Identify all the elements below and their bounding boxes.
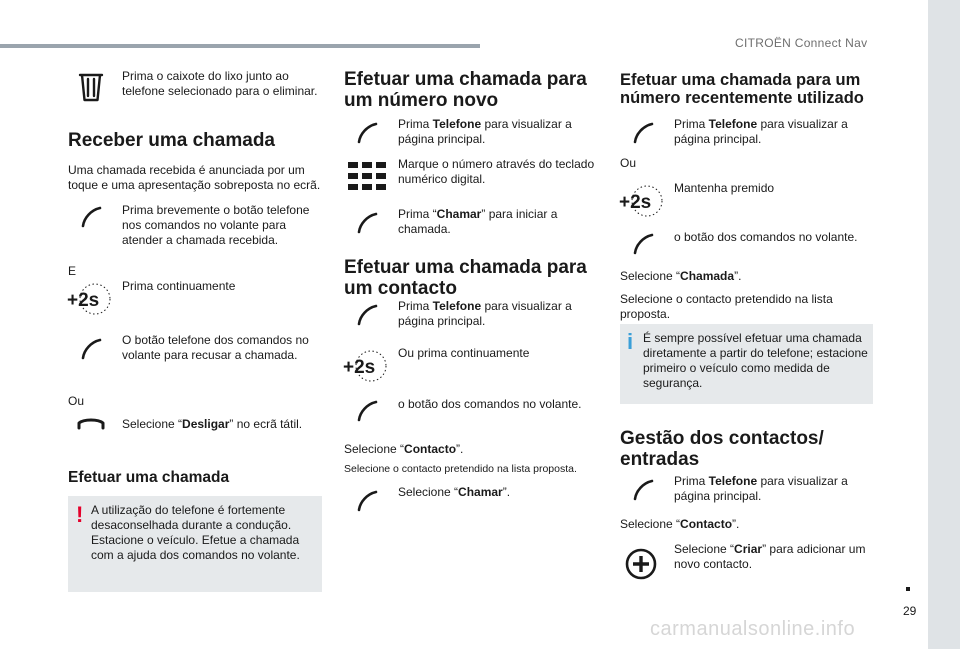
plus-circle-icon [625,548,657,580]
chamada-label: Chamada [680,269,735,283]
select-contacto-text-3: Selecione “Contacto”. [620,517,740,531]
phone-icon [355,399,379,423]
telefone-label: Telefone [432,117,482,131]
press-telefone-text-3: Prima Telefone para visualizar a página principal. [674,117,848,146]
info-text: É sempre possível efetuar uma chamada diretamente a partir do telefone; estacione primeiro o veículo como medida de segurança. [643,331,868,390]
svg-text:+2s: +2s [619,192,652,213]
hold-text: Mantenha premido [674,181,775,195]
svg-text:+2s: +2s [343,357,376,378]
reject-call-text: O botão telefone dos comandos no volante para recusar a chamada. [122,333,309,362]
contacto-label: Contacto [404,442,457,456]
telefone-label: Telefone [708,474,758,488]
phone-icon [355,121,379,145]
phone-icon [355,489,379,513]
press-telefone-text-4: Prima Telefone para visualizar a página principal. [674,474,848,503]
create-contact-text: Selecione “Criar” para adicionar um novo contacto. [674,542,866,571]
keypad-icon [348,162,386,190]
phone-icon [355,211,379,235]
warning-icon: ! [76,502,84,527]
telefone-label: Telefone [432,299,482,313]
page-number: 29 [903,604,917,618]
hangup-label: Desligar [182,417,230,431]
info-icon: i [627,329,634,354]
phone-icon [355,303,379,327]
trash-instruction: Prima o caixote do lixo junto ao telefone selecionado para o eliminar. [122,69,318,98]
dial-text: Marque o número através do teclado numérico digital. [398,157,595,186]
press-chamar-text: Prima “Chamar” para iniciar a chamada. [398,207,558,236]
press-brief-text: Prima brevemente o botão telefone nos comandos no volante para atender a chamada recebida. [122,203,310,247]
steering-button-text-3: o botão dos comandos no volante. [674,230,858,244]
chamar-label-2: Chamar [458,485,503,499]
phone-icon [79,205,103,229]
select-chamar-text: Selecione “Chamar”. [398,485,511,499]
contacto-label-3: Contacto [680,517,733,531]
brand-label: CITROËN Connect Nav [735,36,868,50]
press-continuous-text: Prima continuamente [122,279,236,293]
chamar-label: Chamar [436,207,482,221]
receive-call-heading: Receber uma chamada [68,130,275,151]
phone-icon [79,337,103,361]
telefone-label: Telefone [708,117,758,131]
hold-2s-icon [65,281,113,317]
header-bar [0,44,480,48]
hold-2s-icon [341,348,389,384]
phone-icon [631,478,655,502]
contact-call-heading: Efetuar uma chamada para um contacto [344,257,587,299]
warning-text: A utilização do telefone é fortemente desaconselhada durante a condução. Estacione o veículo. Efetue a chamada com a ajuda dos comandos no volante. [91,503,300,562]
phone-icon [631,232,655,256]
select-contact-list-text: Selecione o contacto pretendido na lista proposta. [344,463,577,475]
hold-2s-icon [617,183,665,219]
or-label-3: Ou [620,156,637,170]
press-telefone-text-2: Prima Telefone para visualizar a página principal. [398,299,572,328]
or-label: Ou [68,394,85,408]
make-call-heading: Efetuar uma chamada [68,469,230,486]
watermark: carmanualsonline.info [650,618,856,640]
select-hangup-text: Selecione “Desligar” no ecrã tátil. [122,417,303,431]
recent-number-heading: Efetuar uma chamada para um número recentemente utilizado [620,71,864,107]
page-marker [906,587,910,591]
and-label: E [68,264,77,278]
or-press-continuous-text: Ou prima continuamente [398,346,530,360]
new-number-heading: Efetuar uma chamada para um número novo [344,69,587,111]
page-edge-strip [928,0,960,649]
select-contacto-text: Selecione “Contacto”. [344,442,464,456]
steering-button-text: o botão dos comandos no volante. [398,397,582,411]
press-telefone-text: Prima Telefone para visualizar a página principal. [398,117,572,146]
select-contact-list-text-3: Selecione o contacto pretendido na lista proposta. [620,292,833,321]
select-chamada-text: Selecione “Chamada”. [620,269,742,283]
receive-call-intro: Uma chamada recebida é anunciada por um toque e uma apresentação sobreposta no ecrã. [68,163,321,192]
svg-text:+2s: +2s [67,290,100,311]
phone-icon [631,121,655,145]
hangup-icon [76,417,106,431]
trash-icon [78,72,104,102]
criar-label: Criar [734,542,763,556]
manage-contacts-heading: Gestão dos contactos/ entradas [620,428,824,470]
